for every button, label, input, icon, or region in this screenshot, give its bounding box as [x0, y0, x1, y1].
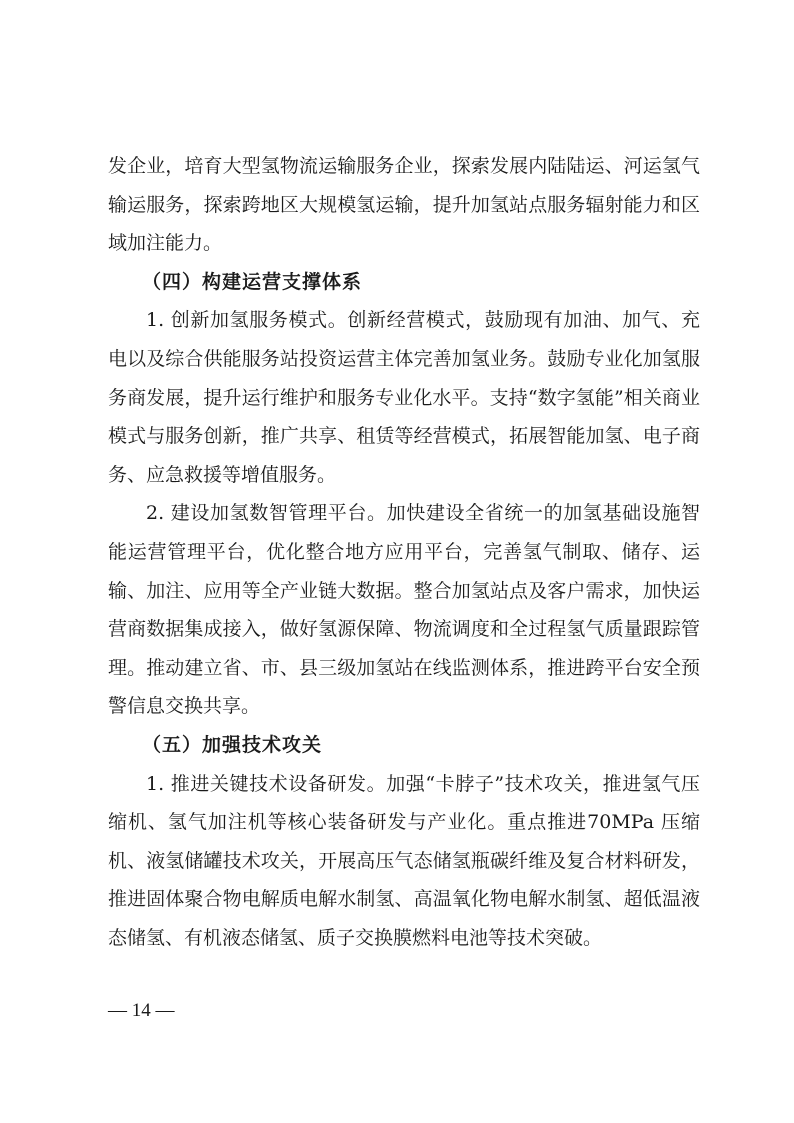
- paragraph-continuation: 发企业，培育大型氢物流运输服务企业，探索发展内陆陆运、河运氢气输运服务，探索跨地区大规模氢运输，提升加氢站点服务辐射能力和区域加注能力。: [108, 155, 700, 255]
- document-body: [108, 147, 700, 957]
- section-heading-5: （五）加强技术攻关: [142, 733, 323, 756]
- paragraph-hydrogen-service-mode: 1. 创新加氢服务模式。创新经营模式，鼓励现有加油、加气、充电以及综合供能服务站投资运营主体完善加氢业务。鼓励专业化加氢服务商发展，提升运行维护和服务专业化水平。支持“数字氢能”相关商业模式与服务创新，推广共享、租赁等经营模式，拓展智能加氢、电子商务、应急救援等增值服务。: [108, 309, 700, 486]
- page-number: — 14 —: [108, 1000, 175, 1021]
- paragraph-digital-platform: 2. 建设加氢数智管理平台。加快建设全省统一的加氢基础设施智能运营管理平台，优化整合地方应用平台，完善氢气制取、储存、运输、加注、应用等全产业链大数据。整合加氢站点及客户需求，加快运营商数据集成接入，做好氢源保障、物流调度和全过程氢气质量跟踪管理。推动建立省、市、县三级加氢站在线监测体系，推进跨平台安全预警信息交换共享。: [108, 502, 700, 718]
- section-heading-4: （四）构建运营支撑体系: [142, 270, 363, 293]
- paragraph-key-tech: 1. 推进关键技术设备研发。加强“卡脖子”技术攻关，推进氢气压缩机、氢气加注机等核心装备研发与产业化。重点推进70MPa 压缩机、液氢储罐技术攻关，开展高压气态储氢瓶碳纤维及复合材料研发，推进固体聚合物电解质电解水制氢、高温氧化物电解水制氢、超低温液态储氢、有机液态储氢、质子交换膜燃料电池等技术突破。: [108, 772, 700, 949]
